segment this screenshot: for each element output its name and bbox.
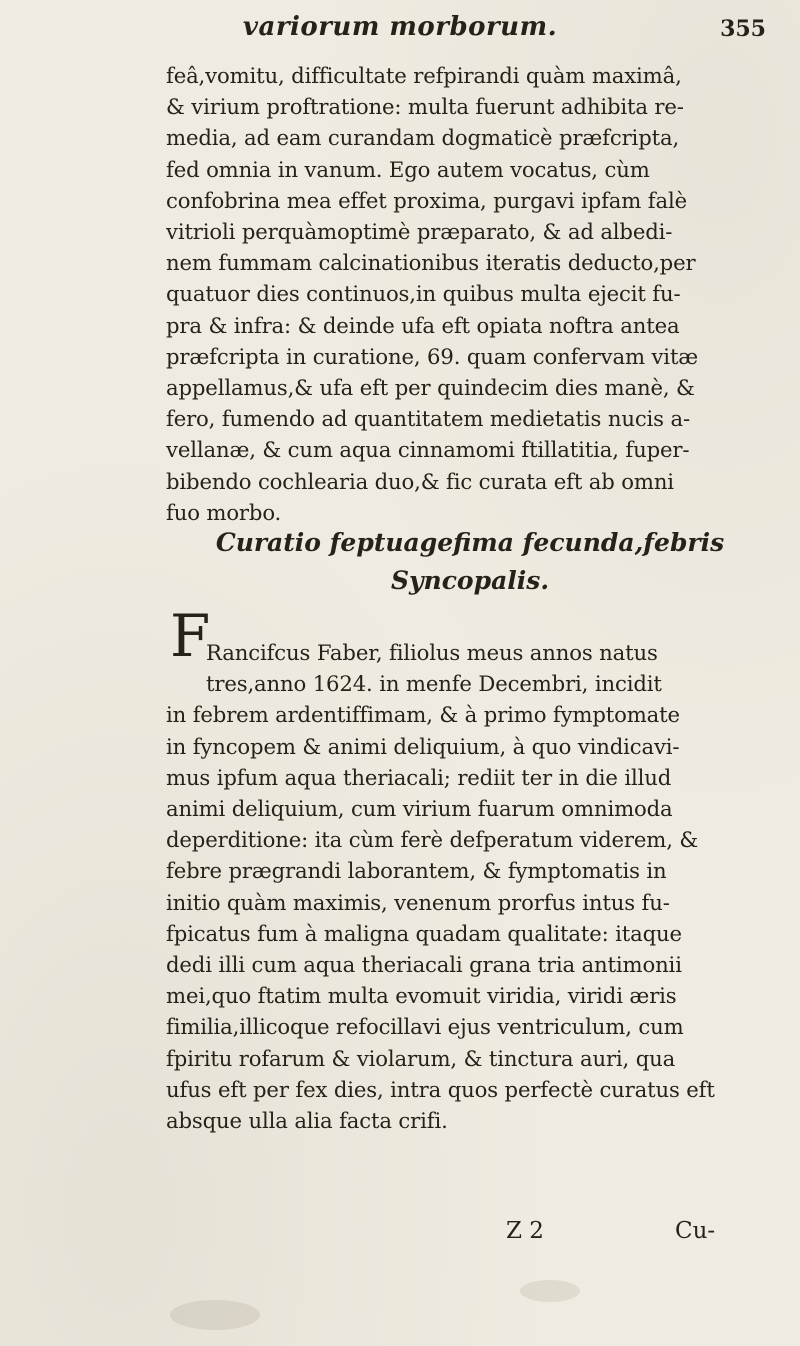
page-number: 355: [720, 16, 766, 42]
drop-cap: F: [170, 602, 211, 670]
text-line: mei,quo ftatim multa evomuit viridia, viridi æris: [166, 983, 677, 1009]
text-line: Rancifcus Faber, filiolus meus annos natus: [206, 640, 658, 665]
text-line: animi deliquium, cum virium fuarum omnimoda: [166, 796, 673, 822]
text-line: absque ulla alia facta crifi.: [166, 1108, 448, 1134]
text-line: appellamus,& ufa eft per quindecim dies manè, &: [166, 375, 695, 401]
paragraph-1: [166, 60, 772, 528]
page-footer: [0, 1218, 800, 1254]
text-line: bibendo cochlearia duo,& fic curata eft ab omni: [166, 468, 674, 494]
text-line: in fyncopem & animi deliquium, à quo vindicavi-: [166, 733, 680, 759]
text-line: quatuor dies continuos,in quibus multa ejecit fu-: [166, 281, 681, 307]
text-line: fimilia,illicoque refocillavi ejus ventriculum, cum: [166, 1014, 684, 1040]
text-line: tres,anno 1624. in menfe Decembri, incidit: [206, 671, 662, 697]
text-line: ufus eft per fex dies, intra quos perfectè curatus eft: [166, 1076, 715, 1102]
text-line: nem fummam calcinationibus iteratis deducto,per: [166, 250, 696, 276]
text-line: fpiritu rofarum & violarum, & tinctura auri, qua: [166, 1045, 676, 1071]
text-line: febre prægrandi laborantem, & fymptomatis in: [166, 858, 667, 884]
text-line: præfcripta in curatione, 69. quam confervam vitæ: [166, 343, 699, 369]
text-line: media, ad eam curandam dogmaticè præfcripta,: [166, 125, 680, 151]
section-heading-subtitle: Syncopalis.: [390, 566, 550, 595]
text-line: initio quàm maximis, venenum prorfus intus fu-: [166, 889, 670, 915]
signature-mark: Z 2: [506, 1218, 544, 1244]
paper-stain: [520, 1280, 580, 1302]
text-line: fero, fumendo ad quantitatem medietatis nucis a-: [166, 406, 690, 432]
catchword: Cu-: [675, 1218, 716, 1244]
text-line: dedi illi cum aqua theriacali grana tria antimonii: [166, 952, 682, 978]
text-line: fed omnia in vanum. Ego autem vocatus, cùm: [166, 156, 650, 182]
text-line: confobrina mea effet proxima, purgavi ipfam falè: [166, 187, 687, 213]
text-line: mus ipfum aqua theriacali; rediit ter in die illud: [166, 764, 672, 790]
text-line: in febrem ardentiffimam, & à primo fymptomate: [166, 702, 680, 728]
section-heading: Curatio feptuagefima fecunda,febris: [215, 528, 725, 557]
page-header: [0, 12, 800, 52]
paper-stain: [170, 1300, 260, 1330]
text-line: pra & infra: & deinde ufa eft opiata noftra antea: [166, 312, 680, 338]
paragraph-2: [166, 637, 772, 1136]
text-line: fpicatus fum à maligna quadam qualitate: itaque: [166, 920, 682, 946]
text-line: vellanæ, & cum aqua cinnamomi ftillatitia, fuper-: [166, 437, 690, 463]
text-line: fuo morbo.: [166, 499, 282, 525]
text-line: vitrioli perquàmoptimè præparato, & ad albedi-: [166, 219, 673, 245]
running-head: variorum morborum.: [242, 12, 558, 42]
text-line: deperditione: ita cùm ferè defperatum viderem, &: [166, 827, 699, 853]
text-line: feâ,vomitu, difficultate refpirandi quàm maximâ,: [166, 63, 682, 88]
text-line: & virium proftratione: multa fuerunt adhibita re-: [166, 94, 684, 120]
